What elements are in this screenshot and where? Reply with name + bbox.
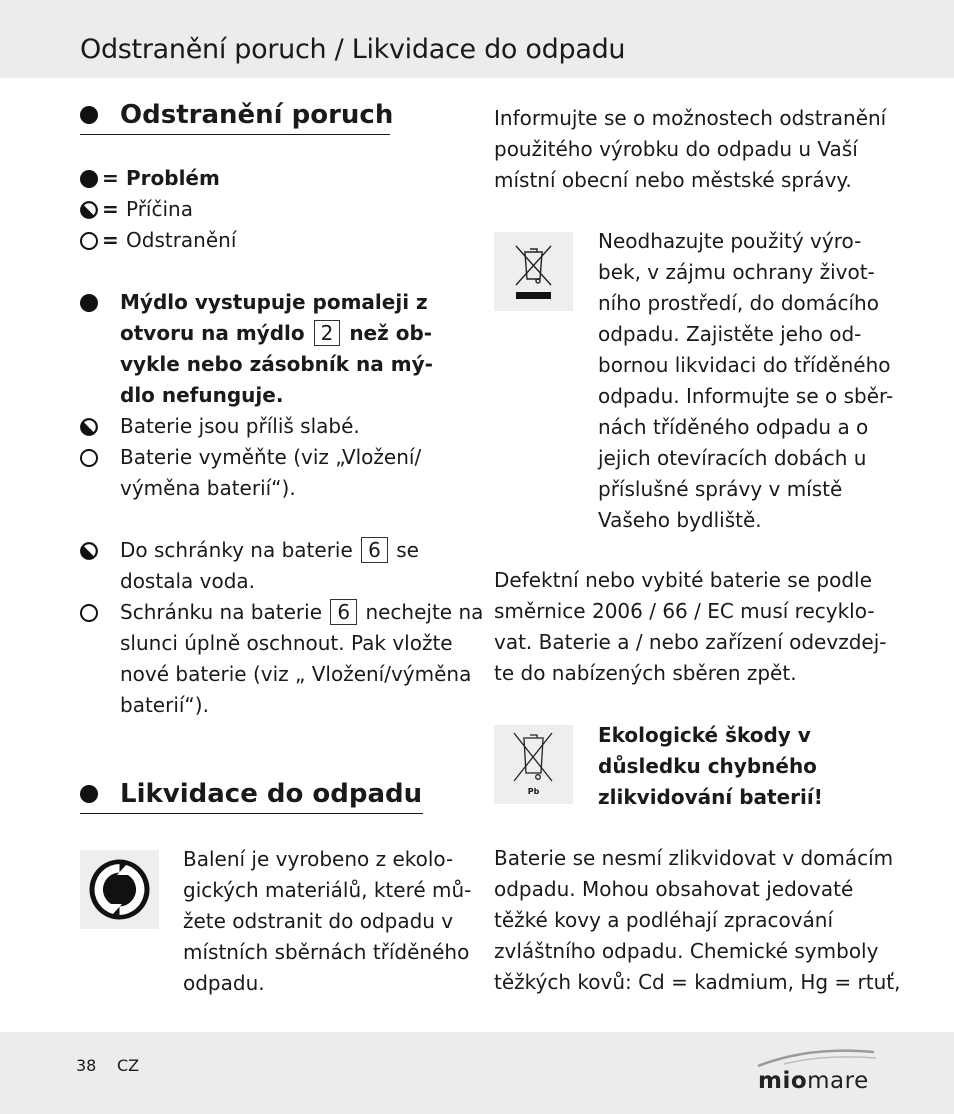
battery-line: vat. Baterie a / nebo zařízení odevzdej- [494, 630, 887, 654]
heavy-metals-line: odpadu. Mohou obsahovat jedovaté [494, 877, 854, 901]
weee-line: jejich otevíracích dobách u [598, 446, 867, 470]
crossed-bin-icon [494, 232, 573, 311]
fix-line: Schránku na baterie 6 nechejte na [120, 600, 484, 624]
warning-line: důsledku chybného [598, 754, 817, 778]
heading-troubleshooting: Odstranění poruch [80, 98, 390, 135]
legend-fix: Odstranění [126, 228, 237, 252]
fix-line: výměna baterií“). [120, 476, 296, 500]
brand-light: mare [807, 1068, 869, 1094]
intro-line: Informujte se o možnostech odstranění [494, 106, 887, 130]
heavy-metals-line: těžkých kovů: Cd = kadmium, Hg = rtuť, [494, 970, 901, 994]
fix-line: baterií“). [120, 693, 209, 717]
part-ref-6: 6 [330, 599, 357, 625]
warning-line: Ekologické škody v [598, 723, 811, 747]
legend-cause: Příčina [126, 197, 193, 221]
battery-line: Defektní nebo vybité baterie se podle [494, 568, 872, 592]
heavy-metals-line: Baterie se nesmí zlikvidovat v domácím [494, 846, 894, 870]
legend-problem-sym: = [102, 166, 119, 190]
fix-line: Baterie vyměňte (viz „Vložení/ [120, 445, 422, 469]
brand-bold: mio [758, 1068, 808, 1094]
battery-bin-icon [494, 725, 573, 804]
weee-line: odpadu. Zajistěte jeho od- [598, 322, 862, 346]
page-number: 38 [76, 1056, 97, 1075]
cause-text: Baterie jsou příliš slabé. [120, 414, 360, 438]
part-ref-6: 6 [361, 537, 388, 563]
weee-line: příslušné správy v místě [598, 477, 843, 501]
weee-line: nách tříděného odpadu a o [598, 415, 869, 439]
page-title: Odstranění poruch / Likvidace do odpadu [80, 34, 626, 65]
problem-line: otvoru na mýdlo 2 než ob- [120, 321, 433, 345]
packaging-line: žete odstranit do odpadu v [183, 909, 454, 933]
cause-bullet-icon [80, 418, 98, 436]
packaging-line: místních sběrnách tříděného [183, 940, 470, 964]
cause-line: Do schránky na baterie 6 se [120, 538, 419, 562]
fix-bullet-icon [80, 604, 98, 622]
problem-line: Mýdlo vystupuje pomaleji z [120, 290, 428, 314]
fix-bullet-icon [80, 449, 98, 467]
page-header [0, 0, 954, 78]
logo-swoosh-icon [754, 1044, 884, 1070]
language-code: CZ [117, 1056, 140, 1075]
problem-line: vykle nebo zásobník na mý- [120, 352, 433, 376]
weee-line: bek, v zájmu ochrany život- [598, 260, 875, 284]
legend-fix-sym: = [102, 228, 119, 252]
weee-line: odpadu. Informujte se o sběr- [598, 384, 894, 408]
cause-bullet-icon [80, 542, 98, 560]
battery-line: te do nabízených sběren zpět. [494, 661, 797, 685]
intro-line: použitého výrobku do odpadu u Vaší [494, 137, 858, 161]
weee-line: ního prostředí, do domácího [598, 291, 879, 315]
cause-bullet-icon [80, 201, 98, 219]
brand-logo [754, 1044, 884, 1096]
heading-disposal: Likvidace do odpadu [80, 777, 423, 814]
page-footer [0, 1032, 954, 1114]
fix-bullet-icon [80, 232, 98, 250]
warning-line: zlikvidování baterií! [598, 785, 823, 809]
weee-line: Vašeho bydliště. [598, 508, 762, 532]
legend-cause-sym: = [102, 197, 119, 221]
part-ref-2: 2 [314, 320, 341, 346]
problem-line: dlo nefunguje. [120, 383, 284, 407]
legend-problem: Problém [126, 166, 220, 190]
cause-line: dostala voda. [120, 569, 255, 593]
weee-line: bornou likvidaci do tříděného [598, 353, 891, 377]
fix-line: nové baterie (viz „ Vložení/výměna [120, 662, 472, 686]
battery-line: směrnice 2006 / 66 / EC musí recyklo- [494, 599, 875, 623]
weee-line: Neodhazujte použitý výro- [598, 229, 862, 253]
intro-line: místní obecní nebo městské správy. [494, 168, 852, 192]
green-dot-icon [80, 850, 159, 929]
fix-line: slunci úplně oschnout. Pak vložte [120, 631, 453, 655]
problem-bullet-icon [80, 294, 98, 312]
packaging-line: odpadu. [183, 971, 265, 995]
packaging-line: Balení je vyrobeno z ekolo- [183, 847, 454, 871]
packaging-line: gických materiálů, které mů- [183, 878, 472, 902]
heavy-metals-line: těžké kovy a podléhají zpracování [494, 908, 834, 932]
heavy-metals-line: zvláštního odpadu. Chemické symboly [494, 939, 879, 963]
battery-icon-label: Pb [527, 787, 540, 796]
problem-bullet-icon [80, 170, 98, 188]
